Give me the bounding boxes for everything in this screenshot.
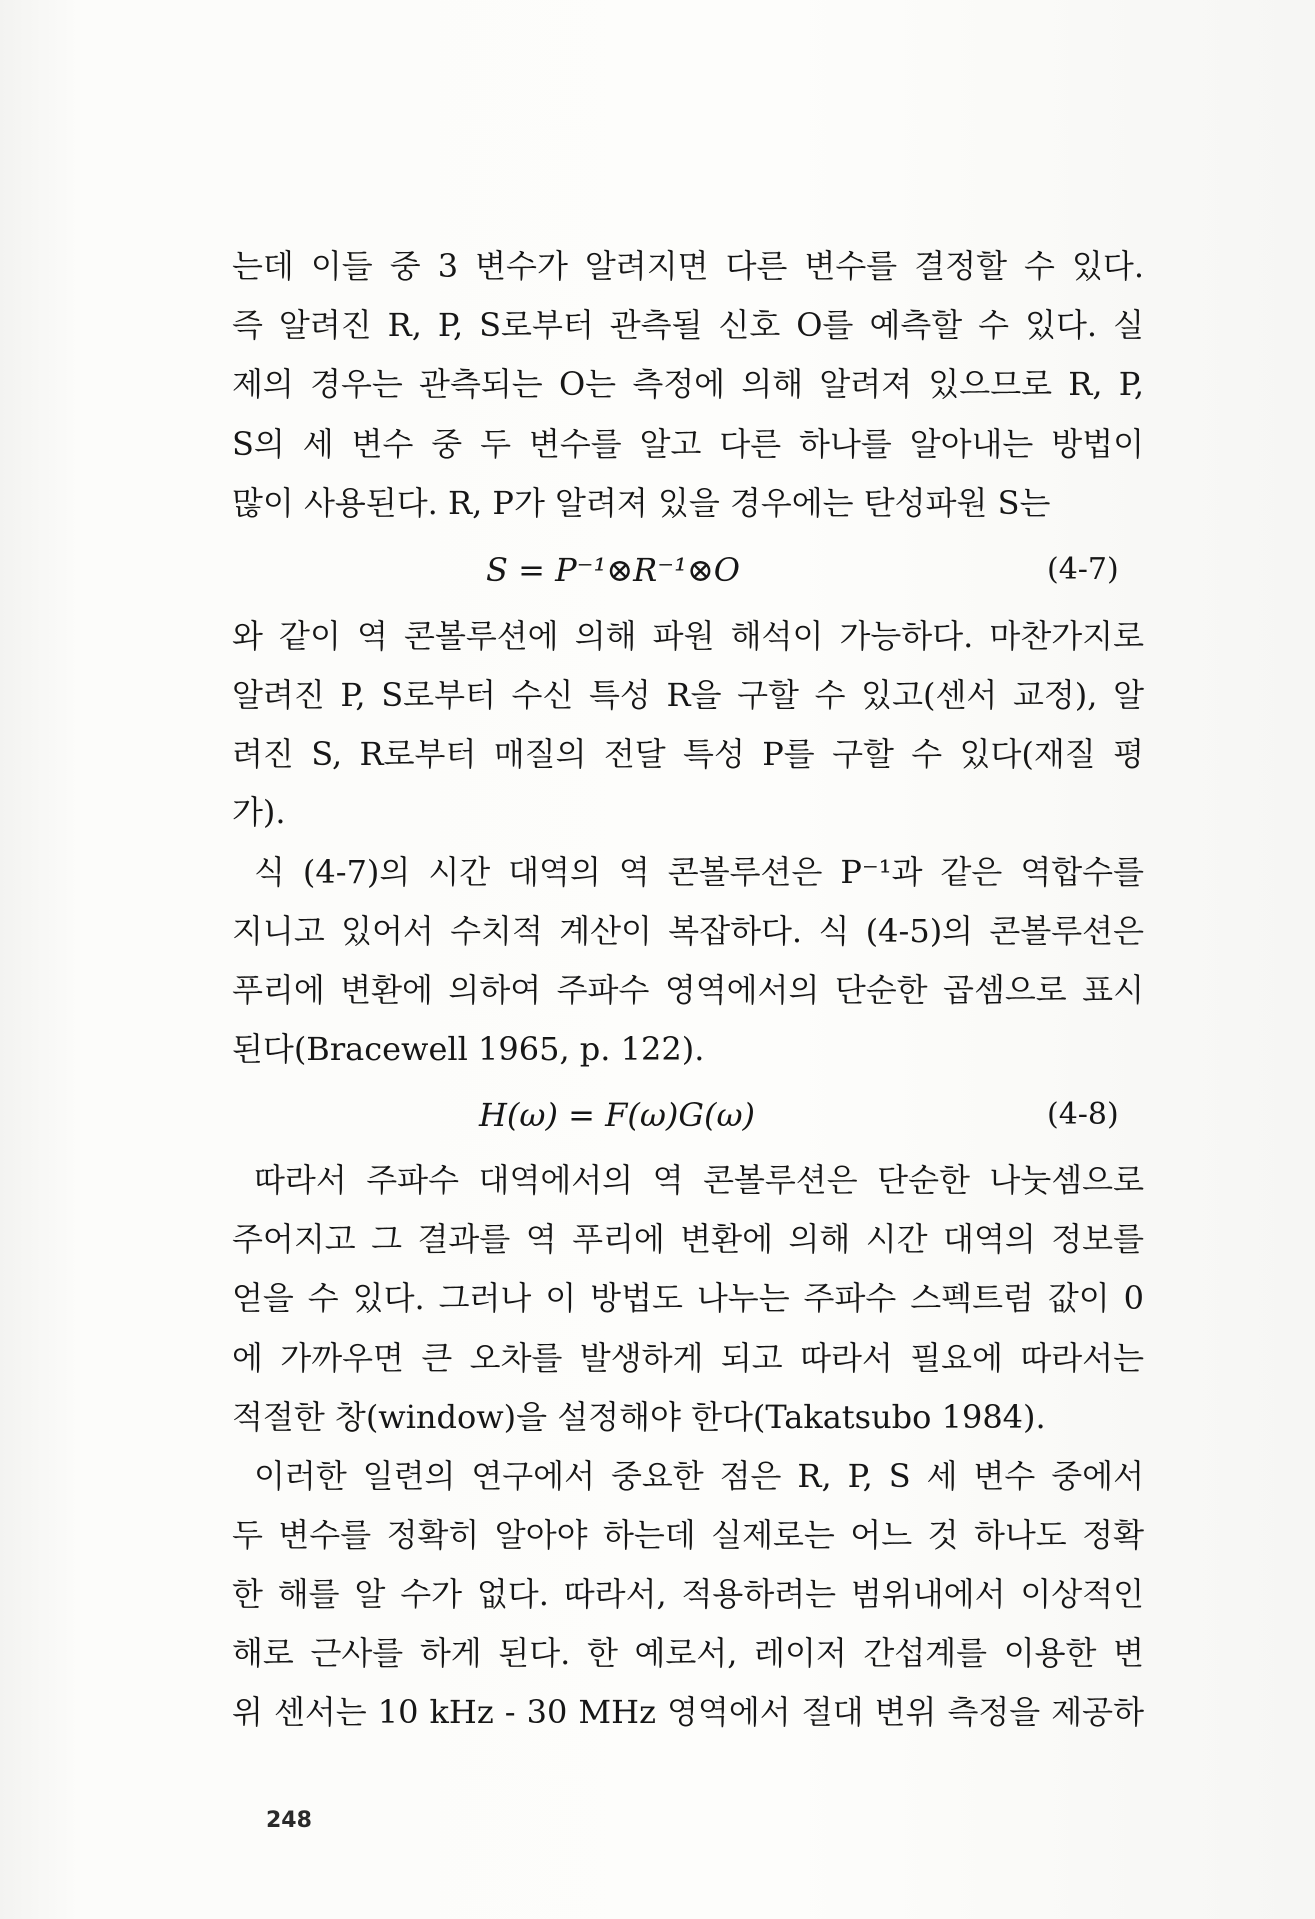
- text-line: 한 해를 알 수가 없다. 따라서, 적용하려는 범위내에서 이상적인: [232, 1575, 1144, 1613]
- text-line: 얻을 수 있다. 그러나 이 방법도 나누는 주파수 스펙트럼 값이 0: [232, 1279, 1144, 1317]
- text-line: 된다(Bracewell 1965, p. 122).: [232, 1030, 705, 1068]
- text-line: 푸리에 변환에 의하여 주파수 영역에서의 단순한 곱셈으로 표시: [232, 971, 1144, 1009]
- text-line: 이러한 일련의 연구에서 중요한 점은 R, P, S 세 변수 중에서: [254, 1457, 1144, 1495]
- equation-4-7: S = P⁻¹⊗R⁻¹⊗O: [486, 551, 740, 589]
- text-line: S의 세 변수 중 두 변수를 알고 다른 하나를 알아내는 방법이: [232, 425, 1144, 463]
- text-line: 즉 알려진 R, P, S로부터 관측될 신호 O를 예측할 수 있다. 실: [232, 306, 1144, 344]
- text-line: 와 같이 역 콘볼루션에 의해 파원 해석이 가능하다. 마찬가지로: [232, 617, 1144, 655]
- text-line: 따라서 주파수 대역에서의 역 콘볼루션은 단순한 나눗셈으로: [254, 1161, 1144, 1199]
- text-line: 적절한 창(window)을 설정해야 한다(Takatsubo 1984).: [232, 1398, 1046, 1436]
- text-line: 해로 근사를 하게 된다. 한 예로서, 레이저 간섭계를 이용한 변: [232, 1634, 1144, 1672]
- text-line: 알려진 P, S로부터 수신 특성 R을 구할 수 있고(센서 교정), 알: [232, 676, 1144, 714]
- text-line: 가).: [232, 793, 286, 831]
- text-line: 위 센서는 10 kHz - 30 MHz 영역에서 절대 변위 측정을 제공하: [232, 1693, 1144, 1731]
- text-line: 많이 사용된다. R, P가 알려져 있을 경우에는 탄성파원 S는: [232, 484, 1051, 522]
- page-number: 248: [266, 1808, 312, 1833]
- text-line: 제의 경우는 관측되는 O는 측정에 의해 알려져 있으므로 R, P,: [232, 365, 1144, 403]
- text-line: 지니고 있어서 수치적 계산이 복잡하다. 식 (4-5)의 콘볼루션은: [232, 912, 1144, 950]
- equation-4-8: H(ω) = F(ω)G(ω): [479, 1096, 756, 1134]
- text-line: 두 변수를 정확히 알아야 하는데 실제로는 어느 것 하나도 정확: [232, 1516, 1144, 1554]
- equation-number: (4-8): [1047, 1097, 1119, 1132]
- text-line: 는데 이들 중 3 변수가 알려지면 다른 변수를 결정할 수 있다.: [232, 247, 1144, 285]
- text-line: 에 가까우면 큰 오차를 발생하게 되고 따라서 필요에 따라서는: [232, 1339, 1144, 1377]
- text-line: 주어지고 그 결과를 역 푸리에 변환에 의해 시간 대역의 정보를: [232, 1220, 1144, 1258]
- text-line: 려진 S, R로부터 매질의 전달 특성 P를 구할 수 있다(재질 평: [232, 735, 1144, 773]
- equation-number: (4-7): [1047, 552, 1119, 587]
- text-line: 식 (4-7)의 시간 대역의 역 콘볼루션은 P⁻¹과 같은 역합수를: [254, 853, 1144, 891]
